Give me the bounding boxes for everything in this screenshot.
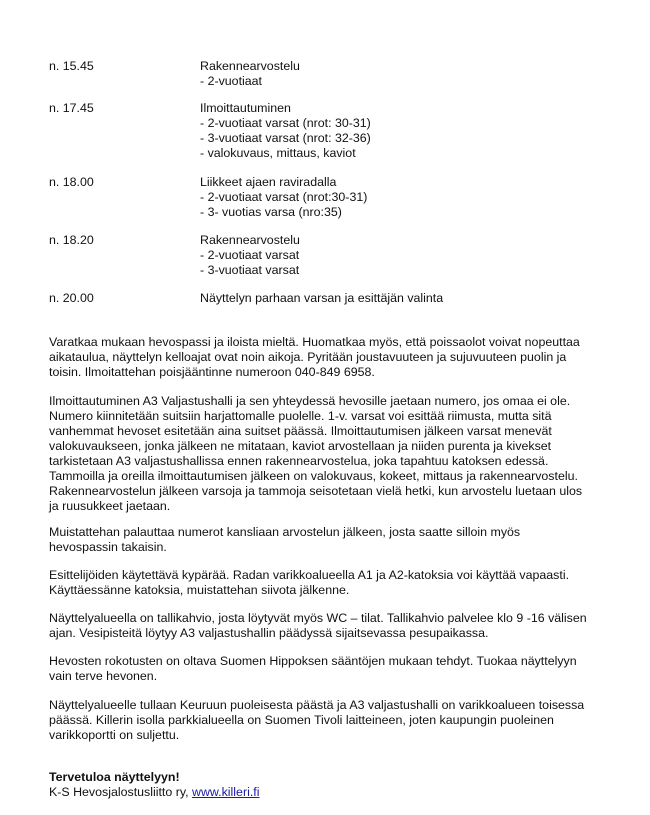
schedule-item: - 2-vuotiaat (200, 74, 262, 88)
schedule-entry (200, 175, 367, 220)
schedule-item: - 2-vuotiaat varsat (nrot: 30-31) (200, 116, 371, 130)
website-link[interactable]: www.killeri.fi (192, 785, 260, 799)
schedule-title: Ilmoittautuminen (200, 101, 291, 115)
text-line: Käyttäessänne katoksia, muistattehan siivota jälkenne. (49, 583, 350, 597)
organization-name: K-S Hevosjalostusliitto ry, (49, 785, 192, 799)
paragraph-saapuminen (49, 698, 609, 743)
paragraph-kypara (49, 568, 609, 598)
text-line: toisin. Ilmoitattehan poisjääntinne numeroon 040-849 6958. (49, 365, 375, 379)
schedule-item: - 3-vuotiaat varsat (200, 263, 300, 277)
schedule-time: n. 18.00 (49, 175, 94, 189)
schedule-item: - 2-vuotiaat varsat (nrot:30-31) (200, 190, 368, 204)
schedule-entry (200, 291, 443, 306)
text-line: Ilmoittautuminen A3 Valjastushalli ja sen yhteydessä hevosille jaetaan numero, jos omaa ei ole. (49, 394, 571, 408)
paragraph-tallikahvio (49, 611, 609, 641)
text-line: ja ruusukkeet jaetaan. (49, 499, 171, 513)
text-line: Näyttelyalueelle tullaan Keuruun puoleisesta päästä ja A3 valjastushalli on varikkoalueen toisessa (49, 698, 585, 712)
schedule-time: n. 17.45 (49, 101, 94, 115)
schedule-entry (200, 233, 300, 278)
schedule-entry (200, 101, 371, 161)
paragraph-rokotukset (49, 654, 609, 684)
schedule-item: - 3- vuotias varsa (nro:35) (200, 205, 342, 219)
text-line: Näyttelyalueella on tallikahvio, josta löytyvät myös WC – tilat. Tallikahvio palvelee klo 9 -16 välisen (49, 611, 587, 625)
text-line: aikataulua, näyttelyn kelloajat ovat noin aikoja. Pyritään joustavuuteen ja sujuvuuteen puolin ja (49, 350, 567, 364)
text-line: Hevosten rokotusten on oltava Suomen Hippoksen sääntöjen mukaan tehdyt. Tuokaa näyttelyyn (49, 654, 577, 668)
signature (49, 785, 609, 800)
schedule-title: Liikkeet ajaen raviradalla (200, 175, 337, 189)
schedule-time: n. 18.20 (49, 233, 94, 247)
text-line: vain terve hevonen. (49, 669, 158, 683)
schedule-item: - 2-vuotiaat varsat (200, 248, 300, 262)
schedule-entry (200, 59, 300, 89)
text-line: päässä. Killerin isolla parkkialueella on Suomen Tivoli laitteineen, joten kaupungin puoleinen (49, 713, 554, 727)
schedule-time: n. 15.45 (49, 59, 94, 73)
footer (49, 770, 609, 800)
text-line: Varatkaa mukaan hevospassi ja iloista mieltä. Huomatkaa myös, että poissaolot voivat nopeuttaa (49, 335, 580, 349)
paragraph-hevospassi (49, 335, 609, 380)
schedule-title: Näyttelyn parhaan varsan ja esittäjän valinta (200, 291, 444, 305)
text-line: Muistattehan palauttaa numerot kansliaan arvostelun jälkeen, josta saatte silloin myös (49, 525, 521, 539)
text-line: Rakennearvostelun jälkeen varsoja ja tammoja seisotetaan vielä hetki, kun arvostelu luetaan ulos (49, 484, 583, 498)
paragraph-numerot (49, 525, 609, 555)
text-line: Tammoilla ja oreilla ilmoittautumisen jälkeen on valokuvaus, kokeet, mittaus ja rakennearvostelu. (49, 469, 578, 483)
text-line: hevospassin takaisin. (49, 540, 167, 554)
greeting: Tervetuloa näyttelyyn! (49, 770, 180, 784)
text-line: varikkoportti on suljettu. (49, 728, 180, 742)
schedule-item: - 3-vuotiaat varsat (nrot: 32-36) (200, 131, 371, 145)
text-line: ajan. Vesipisteitä löytyy A3 valjastushallin päädyssä sijaitsevassa pesupaikassa. (49, 626, 489, 640)
paragraph-ilmoittautuminen (49, 394, 609, 514)
schedule-item: - valokuvaus, mittaus, kaviot (200, 146, 356, 160)
text-line: tarkistetaan A3 valjastushallissa ennen rakennearvostelua, joka tapahtuu katoksen edessä. (49, 454, 549, 468)
text-line: Numero kiinnitetään suitsiin harjattomalle puolelle. 1-v. varsat voi esittää riimusta, mutta sitä (49, 409, 552, 423)
schedule-time: n. 20.00 (49, 291, 94, 305)
text-line: valokuvaukseen, jonka jälkeen ne mitataan, kaviot arvostellaan ja niiden purenta ja kivekset (49, 439, 552, 453)
text-line: vanhemmat hevoset esitetään aina suitset päässä. Ilmoittautumisen jälkeen varsat menevät (49, 424, 552, 438)
schedule-title: Rakennearvostelu (200, 59, 300, 73)
schedule-title: Rakennearvostelu (200, 233, 300, 247)
text-line: Esittelijöiden käytettävä kypärää. Radan varikkoalueella A1 ja A2-katoksia voi käyttää vapaasti. (49, 568, 570, 582)
